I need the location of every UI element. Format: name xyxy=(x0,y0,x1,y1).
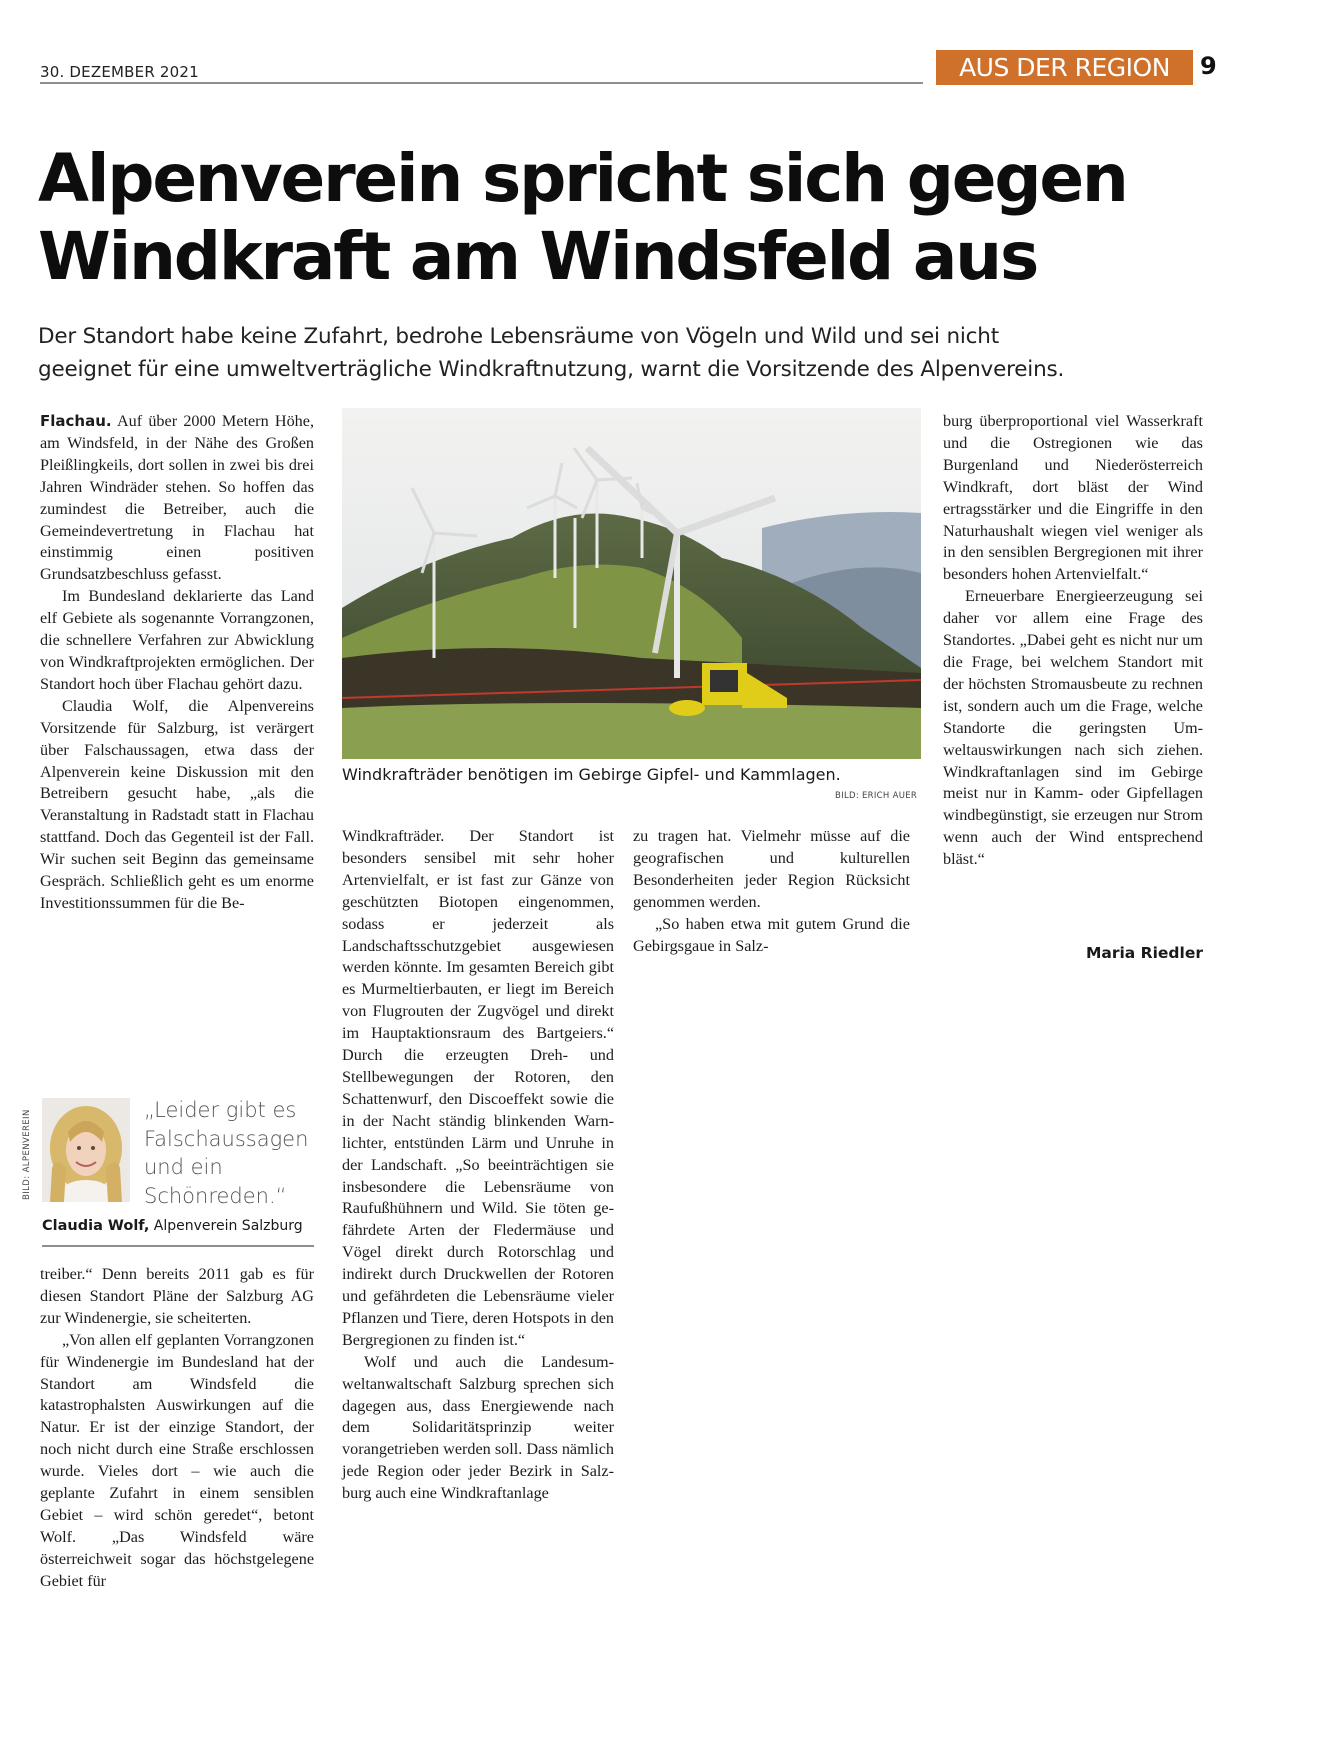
photo-credit: BILD: ERICH AUER xyxy=(835,791,918,801)
deck-line: Der Standort habe keine Zufahrt, bedrohe Lebensräume von Vögeln und Wild und sei nicht xyxy=(38,324,999,349)
deck-line: geeignet für eine umweltverträgliche Windkraftnutzung, warnt die Vorsitzende des Alpenvereins. xyxy=(38,357,1065,382)
issue-date: 30. DEZEMBER 2021 xyxy=(40,63,199,81)
headline-line: Alpenverein spricht sich gegen xyxy=(38,140,1127,217)
body-column-1-bottom xyxy=(40,1264,314,1593)
dateline: Flachau. xyxy=(40,412,112,430)
photo-caption: Windkrafträder benötigen im Gebirge Gipfel- und Kammlagen. xyxy=(342,765,841,784)
portrait-icon xyxy=(42,1098,130,1202)
body-column-4 xyxy=(943,411,1203,871)
portrait-credit: BILD: ALPENVEREIN xyxy=(22,1109,32,1200)
body-column-3 xyxy=(633,826,910,957)
paragraph: burg überproportional viel Wasserkraft und die Ostregionen wie das Burgenland und Niederösterreich Windkraft, dort bläst der Wind ertragsstärker und die Eingriffe in den Naturhaushalt wiegen viel weniger als in den sensiblen Bergregionen mit ihrer besonders hohen Artenvielfalt.“ xyxy=(943,412,1203,584)
body-column-1-top xyxy=(40,411,314,915)
paragraph: Flachau. Auf über 2000 Metern Höhe, am Windsfeld, in der Nähe des Großen Pleißlingkeils, dort sollen in zwei bis drei Jahren Windräder stehen. So hoffen das zumindest die Betreiber, auch die Gemeindevertretung in Flachau hat einstimmig einen positiven Grundsatzbeschluss gefasst. xyxy=(40,412,315,584)
paragraph: „Von allen elf geplanten Vorrangzonen für Windenergie im Bundesland hat der Standort am Windsfeld die katastrophalsten Auswirkungen auf die Natur. Er ist der einzige Standort, der noch nicht durch eine Straße erschlossen wurde. Vieles dort – wie auch die geplante Zufahrt in einem sensiblen Gebiet – wird schön geredet“, betont Wolf. „Das Windsfeld wäre österreichweit sogar das höchstgelegene Gebiet für xyxy=(40,1330,314,1590)
paragraph: Erneuerbare Energieerzeugung sei daher vor allem eine Frage des Standortes. „Dabei geht es nicht nur um die Frage, bei welchem Standort mit der höchsten Stromausbeute zu rechnen ist, sondern auch um die Frage, welche Standorte die geringsten Umweltauswirkungen nach sich ziehen. Windkraftanlagen sind im Gebirge meist nur in Kamm- oder Gipfellagen windbegünstigt, sie erzeugen nur Strom wenn auch der Wind entsprechend bläst.“ xyxy=(943,587,1203,869)
headline xyxy=(38,140,1218,296)
pull-quote: „Leider gibt es Falschaussagen und ein Schönreden.“ xyxy=(144,1098,309,1208)
deck xyxy=(38,320,1218,386)
paragraph: Im Bundesland deklarierte das Land elf Gebiete als sogenannte Vorrangzonen, die schnellere Verfahren zur Abwicklung von Windkraftprojekten ermöglichen. Der Standort hoch über Flachau gehört dazu. xyxy=(40,587,314,693)
paragraph: „So haben etwa mit gutem Grund die Gebirgsgaue in Salz- xyxy=(633,914,910,955)
quote-attribution xyxy=(42,1218,314,1234)
paragraph: Windkrafträder. Der Standort ist besonders sensibel mit sehr hoher Artenvielfalt, er ist fast zur Gänze von geschützten Biotopen eingenommen, sodass er jederzeit als Landschaftsschutzgebiet ausgewiesen werden könnte. Im gesamten Bereich gibt es Murmeltierbauten, er liegt im Bereich von Flugrouten der Zugvögel und direkt im Hauptaktionsraum des Bartgeiers.“ Durch die erzeugten Dreh- und Stellbewegungen der Rotoren, den Schattenwurf, den Discoeffekt sowie die in der Nacht ständig blinkenden Warnlichter, entstünden Lärm und Unruhe in der Landschaft. „So beeinträchtigen sie insbesondere die Lebensräume von Raufußhühnern und Wild. Sie töten gefährdete Arten der Fledermäuse und Vögel direkt durch Rotorschlag und indirekt durch Druckwellen der Rotoren und gefährdeten die Lebensräume vieler Pflanzen und Tiere, deren Hotspots in den Bergregionen zu finden ist.“ xyxy=(342,827,615,1349)
author-byline: Maria Riedler xyxy=(1085,944,1203,962)
quote-name: Claudia Wolf, xyxy=(42,1218,150,1234)
paragraph: zu tragen hat. Vielmehr müsse auf die geografischen und kulturellen Besonderheiten jeder Region Rücksicht genommen werden. xyxy=(633,827,910,911)
body-column-2 xyxy=(342,826,614,1505)
header-rule xyxy=(40,82,923,84)
paragraph: Wolf und auch die Landesumweltanwaltschaft Salzburg sprechen sich dagegen aus, dass Energiewende nach dem Solidaritätsprinzip weiter vorangetrieben werden soll. Dass nämlich jede Region oder jeder Bezirk in Salzburg auch eine Windkraftanlage xyxy=(342,1352,614,1503)
wind-turbines-photo-icon xyxy=(342,408,921,759)
portrait-image xyxy=(42,1098,130,1202)
section-label: AUS DER REGION xyxy=(936,50,1193,85)
page-number: 9 xyxy=(1200,52,1217,80)
quote-rule xyxy=(42,1245,314,1247)
headline-line: Windkraft am Windsfeld aus xyxy=(38,218,1038,295)
quote-org: Alpenverein Salzburg xyxy=(153,1218,303,1234)
article-photo xyxy=(342,408,921,759)
paragraph: treiber.“ Denn bereits 2011 gab es für diesen Standort Pläne der Salzburg AG zur Windenergie, sie scheiterten. xyxy=(40,1265,314,1327)
paragraph: Claudia Wolf, die Alpenvereins Vorsitzende für Salzburg, ist verärgert über Falschaussagen, etwa dass der Alpenverein keine Diskussion mit den Betreibern gesucht habe, „als die Veranstaltung in Radstadt statt in Flachau stattfand. Doch das Gegenteil ist der Fall. Wir suchen seit Beginn das gemeinsame Gespräch. Schließlich geht es um enorme Investitionssummen für die Be- xyxy=(40,696,314,912)
